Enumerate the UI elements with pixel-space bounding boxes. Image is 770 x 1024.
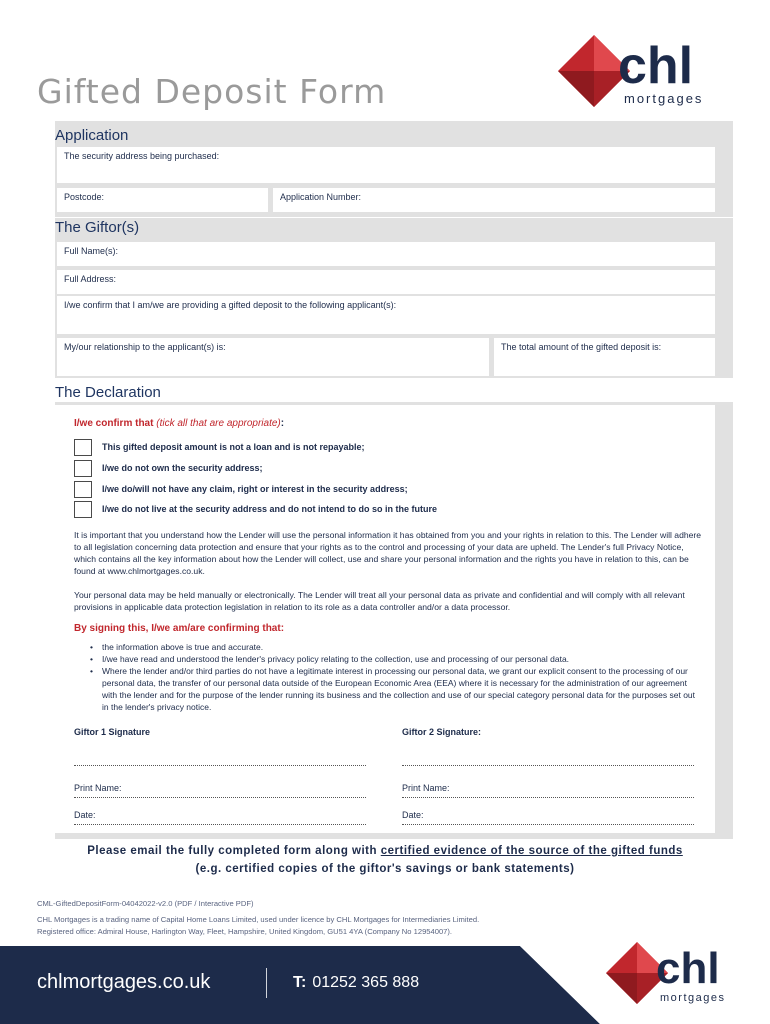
bullet-item: • the information above is true and accurate. [90,641,702,653]
check-label-not-live: I/we do not live at the security address and do not intend to do so in the future [102,504,438,514]
giftor1-signature-label: Giftor 1 Signature [74,727,151,737]
bullet-item: • Where the lender and/or third parties do not have a legitimate interest in processing our personal data, we grant our explicit consent to the processing of our personal data, the transfer of our personal data outside of the European Economic Area (EEA) where it is necessary for the administration of our agreement with the lender and for the purpose of the lender running its business and the collection and use of our special category personal data for the purposes set out in the lender's privacy notice. [90,665,702,713]
giftor-heading: The Giftor(s) [55,219,140,236]
declaration-heading: The Declaration [55,384,161,401]
print-name-2-label: Print Name: [402,783,450,793]
application-number-label: Application Number: [280,192,362,202]
checkbox-not-own[interactable] [74,460,92,477]
print-name-1-line[interactable] [74,797,366,798]
logo-wordmark: chl [618,37,694,95]
date-1-line[interactable] [74,824,366,825]
bullet-item: • I/we have read and understood the lender's privacy policy relating to the collection, use and processing of our personal data. [90,653,702,665]
data-paragraph: Your personal data may be held manually or electronically. The Lender will treat all your personal data as private and confidential and will comply with all relevant provisions in applicable data protection legislation in relation to its role as a data controller and/or a data processor. [74,590,685,612]
logo-subtext: mortgages [660,992,726,1004]
phone-label: T: [293,974,307,991]
email-notice-line1 [0,845,770,857]
logo-wordmark: chl [656,944,720,993]
postcode-field[interactable] [57,188,268,212]
check-row-not-loan [74,438,365,456]
security-address-label: The security address being purchased: [64,151,220,161]
chl-logo-footer [606,942,746,1004]
signing-heading: By signing this, I/we am/are confirming that: [74,623,285,634]
phone-number: 01252 365 888 [312,974,420,991]
giftor2-signature-label: Giftor 2 Signature: [402,727,482,737]
application-number-field[interactable] [273,188,715,212]
applicants-label: I/we confirm that I am/we are providing a gifted deposit to the following applicant(s): [64,300,397,310]
legal-line-1: CHL Mortgages is a trading name of Capital Home Loans Limited, used under licence by CHL Mortgages for Intermediaries Limited. [37,915,480,924]
application-heading: Application [55,127,129,144]
confirm-heading [74,418,284,429]
print-name-1-label: Print Name: [74,783,122,793]
check-label-not-own: I/we do not own the security address; [102,463,263,473]
confirm-colon: : [280,418,285,429]
logo-subtext: mortgages [624,91,704,106]
relationship-label: My/our relationship to the applicant(s) is: [64,342,226,352]
footer-phone [293,974,419,992]
check-row-no-claim [74,480,408,498]
chl-logo [558,35,728,107]
footer-website[interactable]: chlmortgages.co.uk [37,971,211,993]
date-2-label: Date: [402,810,424,820]
total-amount-field[interactable] [494,338,715,376]
email-notice-line2: (e.g. certified copies of the giftor's savings or bank statements) [195,863,575,875]
privacy-paragraph: It is important that you understand how the Lender will use the personal information it has obtained from you and your rights in relation to this. The Lender will adhere to all legislation concerning data protection and ensure that your rights as to the control and processing of your data are upheld. The Lender's full Privacy Notice, which contains all the key information about how the Lender will collect, use and share your personal information and the rights you have in relation to this, can be found at www.chlmortgages.co.uk. [74,530,702,576]
form-reference: CML-GiftedDepositForm-04042022-v2.0 (PDF / Interactive PDF) [37,899,254,908]
confirm-hint: (tick all that are appropriate) [156,418,281,429]
giftor1-signature-line[interactable] [74,765,366,766]
full-address-field[interactable] [57,270,715,294]
check-row-not-own [74,459,263,477]
email-notice-underlined: certified evidence of the source of the gifted funds [380,845,683,857]
confirm-prefix: I/we confirm that [74,418,154,429]
full-names-field[interactable] [57,242,715,266]
checkbox-not-loan[interactable] [74,439,92,456]
date-1-label: Date: [74,810,96,820]
full-address-label: Full Address: [64,274,117,284]
total-amount-label: The total amount of the gifted deposit is: [501,342,662,352]
signing-bullets [90,641,702,713]
checkbox-not-live[interactable] [74,501,92,518]
postcode-label: Postcode: [64,192,105,202]
check-label-no-claim: I/we do/will not have any claim, right or interest in the security address; [102,484,408,494]
print-name-2-line[interactable] [402,797,694,798]
checkbox-no-claim[interactable] [74,481,92,498]
check-label-not-loan: This gifted deposit amount is not a loan and is not repayable; [102,442,365,452]
full-names-label: Full Name(s): [64,246,119,256]
relationship-field[interactable] [57,338,489,376]
email-notice-prefix: Please email the fully completed form along with [87,845,381,857]
legal-line-2: Registered office: Admiral House, Harlington Way, Fleet, Hampshire, United Kingdom, GU51 4YA (Company No 12954007). [37,927,453,936]
check-row-not-live [74,500,437,518]
date-2-line[interactable] [402,824,694,825]
applicants-field[interactable] [57,296,715,334]
page-title: Gifted Deposit Form [37,72,387,111]
security-address-field[interactable] [57,147,715,183]
footer-divider [266,968,267,998]
giftor2-signature-line[interactable] [402,765,694,766]
